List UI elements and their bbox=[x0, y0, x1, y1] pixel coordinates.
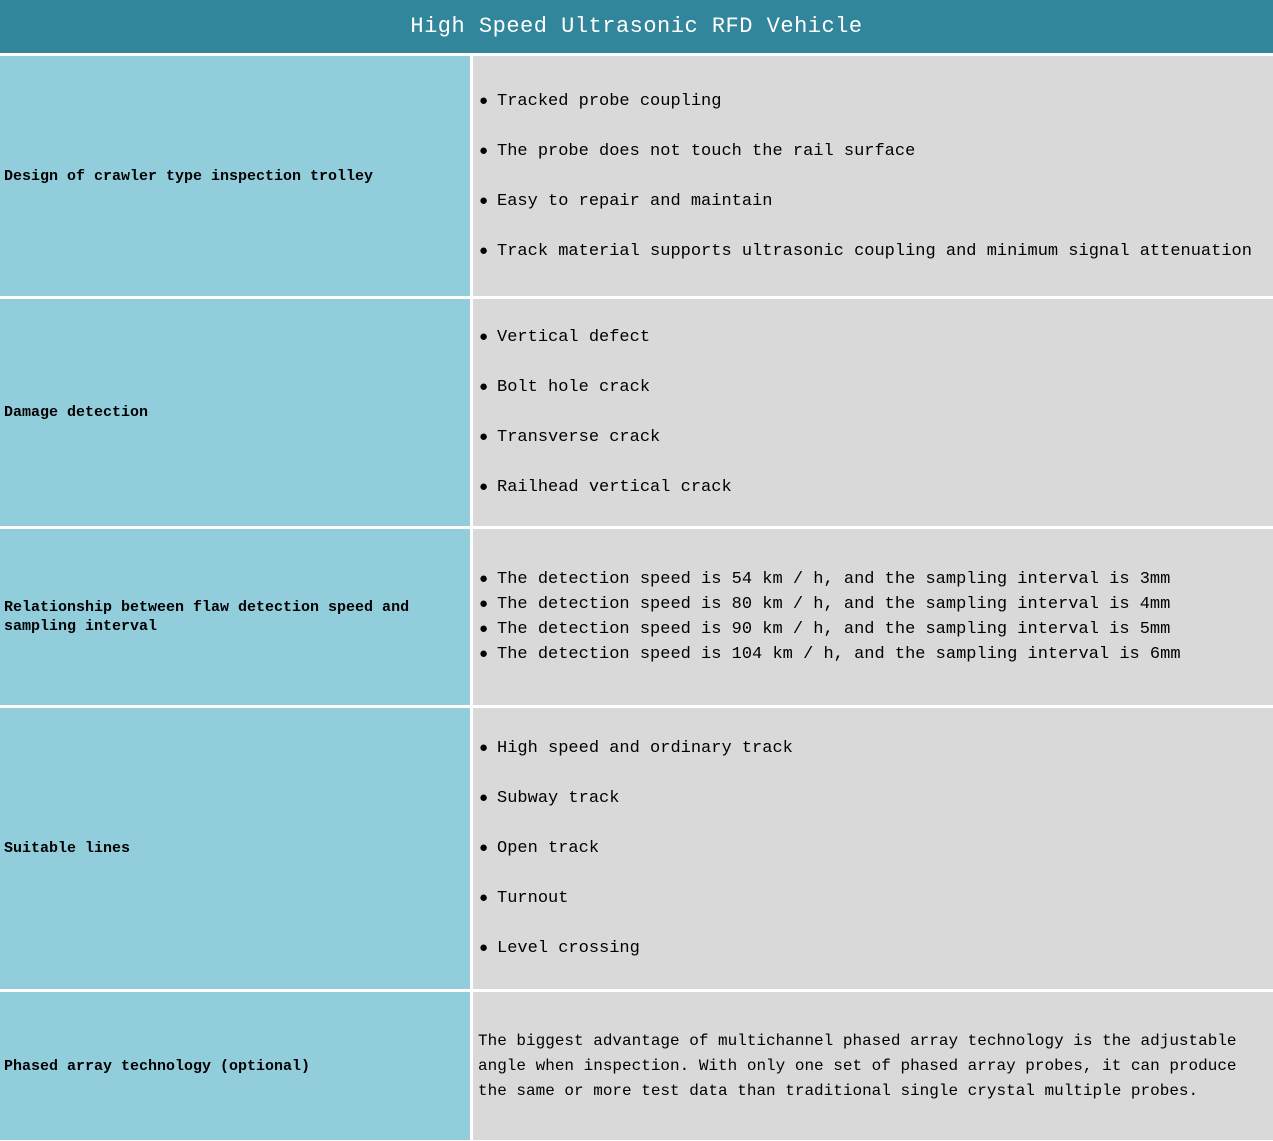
list-item bbox=[479, 93, 1269, 110]
list-item-text: Tracked probe coupling bbox=[497, 91, 722, 111]
list-item bbox=[479, 617, 1269, 642]
bullet-icon: ● bbox=[479, 329, 489, 346]
bullet-icon: ● bbox=[479, 890, 489, 907]
list-item bbox=[479, 840, 1269, 857]
list-item-text: The detection speed is 80 km / h, and the sampling interval is 4mm bbox=[497, 595, 1171, 614]
table-title: High Speed Ultrasonic RFD Vehicle bbox=[0, 0, 1273, 53]
list-item bbox=[479, 329, 1269, 346]
row-label-text: Damage detection bbox=[4, 404, 149, 421]
list-item-text: Subway track bbox=[497, 789, 620, 808]
list-item bbox=[479, 379, 1269, 396]
list-item-text: Transverse crack bbox=[497, 428, 661, 447]
list-item-text: The detection speed is 90 km / h, and the sampling interval is 5mm bbox=[497, 620, 1171, 639]
bullet-icon: ● bbox=[479, 242, 489, 260]
list-item-text: High speed and ordinary track bbox=[497, 739, 793, 758]
bullet-icon: ● bbox=[479, 479, 489, 496]
row-label-speed-sampling bbox=[0, 529, 470, 705]
bullet-icon: ● bbox=[479, 940, 489, 957]
list-item bbox=[479, 429, 1269, 446]
list-item bbox=[479, 740, 1269, 757]
bullet-icon: ● bbox=[479, 646, 489, 663]
list-item-text: Track material supports ultrasonic coupling and minimum signal attenuation bbox=[497, 241, 1252, 261]
list-item bbox=[479, 567, 1269, 592]
row-label-text: Relationship between flaw detection speed and sampling interval bbox=[4, 599, 410, 635]
list-item-text: Level crossing bbox=[497, 939, 640, 958]
row-label-suitable-lines bbox=[0, 708, 470, 989]
bullet-icon: ● bbox=[479, 840, 489, 857]
row-content-suitable-lines bbox=[473, 708, 1273, 989]
list-item-text: The detection speed is 54 km / h, and the sampling interval is 3mm bbox=[497, 570, 1171, 589]
bullet-icon: ● bbox=[479, 379, 489, 396]
list-item bbox=[479, 243, 1269, 260]
bullet-icon: ● bbox=[479, 790, 489, 807]
list-item-text: Vertical defect bbox=[497, 328, 651, 347]
paragraph-text: The biggest advantage of multichannel phased array technology is the adjustable angle when inspection. With only one set of phased array probes, it can produce the same or more test data than traditional single crystal multiple probes. bbox=[478, 1031, 1237, 1100]
list-item bbox=[479, 193, 1269, 210]
row-label-damage-detection bbox=[0, 299, 470, 526]
list-item bbox=[479, 479, 1269, 496]
row-content-speed-sampling bbox=[473, 529, 1273, 705]
list-item-text: Bolt hole crack bbox=[497, 378, 651, 397]
bullet-icon: ● bbox=[479, 596, 489, 613]
bullet-icon: ● bbox=[479, 142, 489, 160]
list-item bbox=[479, 890, 1269, 907]
list-item-text: Railhead vertical crack bbox=[497, 478, 732, 497]
row-label-phased-array bbox=[0, 992, 470, 1140]
list-item bbox=[479, 642, 1269, 667]
list-item-text: Easy to repair and maintain bbox=[497, 191, 773, 211]
list-item-text: The probe does not touch the rail surface bbox=[497, 141, 916, 161]
list-item bbox=[479, 592, 1269, 617]
list-item-text: Open track bbox=[497, 839, 600, 858]
list-item bbox=[479, 143, 1269, 160]
list-item bbox=[479, 790, 1269, 807]
bullet-icon: ● bbox=[479, 571, 489, 588]
list-item-text: Turnout bbox=[497, 889, 569, 908]
row-content-crawler-design bbox=[473, 56, 1273, 296]
bullet-icon: ● bbox=[479, 92, 489, 110]
row-label-text: Phased array technology (optional) bbox=[4, 1057, 311, 1075]
bullet-icon: ● bbox=[479, 429, 489, 446]
row-label-text: Design of crawler type inspection trolley bbox=[4, 167, 374, 185]
row-label-crawler-design bbox=[0, 56, 470, 296]
row-label-text: Suitable lines bbox=[4, 840, 131, 857]
bullet-icon: ● bbox=[479, 621, 489, 638]
bullet-icon: ● bbox=[479, 740, 489, 757]
row-content-damage-detection bbox=[473, 299, 1273, 526]
bullet-icon: ● bbox=[479, 192, 489, 210]
row-content-phased-array bbox=[473, 992, 1273, 1140]
list-item-text: The detection speed is 104 km / h, and the sampling interval is 6mm bbox=[497, 645, 1181, 664]
list-item bbox=[479, 940, 1269, 957]
